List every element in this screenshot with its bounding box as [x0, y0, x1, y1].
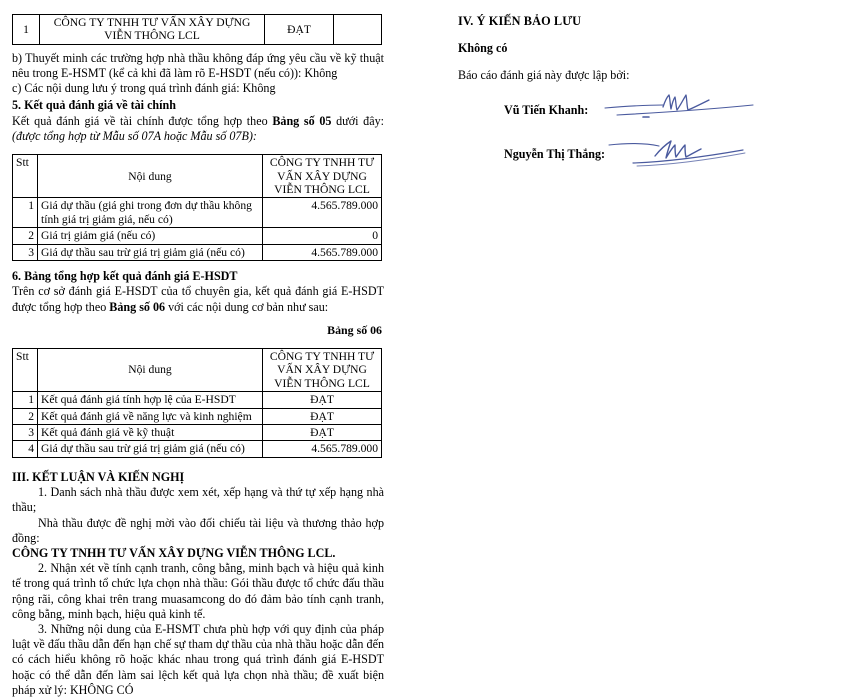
table-body — [13, 198, 382, 261]
table-row — [13, 15, 382, 45]
header-bidder: CÔNG TY TNHH TƯ VẤN XÂY DỰNG VIỄN THÔNG LCL — [263, 348, 382, 391]
item-b-paragraph: b) Thuyết minh các trường hợp nhà thầu không đáp ứng yêu cầu về kỹ thuật nêu trong E-HSMT (kể cả khi đã làm rõ E-HSDT (nếu có)): Không — [12, 50, 384, 81]
table-row — [13, 228, 382, 244]
section-5-intro — [12, 114, 384, 144]
header-content: Nội dung — [38, 155, 263, 198]
row-content: Giá dự thầu sau trừ giá trị giảm giá (nếu có) — [38, 244, 263, 260]
section-6-heading: 6. Bảng tổng hợp kết quả đánh giá E-HSDT — [12, 269, 238, 284]
section-5-intro-part2: dưới đây: — [331, 113, 384, 128]
table-row — [13, 424, 382, 440]
table-row — [13, 244, 382, 260]
row-value: 4.565.789.000 — [263, 441, 382, 457]
row-index: 3 — [13, 424, 38, 440]
row-index: 2 — [13, 408, 38, 424]
section-3-paragraph-1: 1. Danh sách nhà thầu được xem xét, xếp hạng và thứ tự xếp hạng nhà thầu; — [12, 485, 384, 515]
left-column — [12, 14, 384, 698]
table-body — [13, 392, 382, 458]
section-3-paragraph-4: 3. Những nội dung của E-HSMT chưa phù hợp với quy định của pháp luật về đấu thầu dẫn đến hạn chế sự tham dự thầu của nhà thầu hoặc dẫn đến có cách hiểu không rõ hoặc khác nhau trong quá trình đánh giá E-HSDT hoặc có thể dẫn đến làm sai lệch kết quả lựa chọn nhà thầu; đề xuất biện pháp xử lý: KHÔNG CÓ — [12, 621, 384, 697]
row-content: Kết quả đánh giá về kỹ thuật — [38, 424, 263, 440]
signatory-name: Vũ Tiến Khanh: — [504, 103, 589, 117]
section-6-intro-part2: với các nội dung cơ bản như sau: — [165, 299, 329, 314]
table-row — [13, 441, 382, 457]
section-5-heading: 5. Kết quả đánh giá về tài chính — [12, 98, 176, 113]
row-value: 0 — [263, 228, 382, 244]
row-content: Kết quả đánh giá tính hợp lệ của E-HSDT — [38, 392, 263, 408]
financial-summary-table — [12, 154, 382, 261]
row-content: Giá trị giảm giá (nếu có) — [38, 228, 263, 244]
section-4-heading: IV. Ý KIẾN BẢO LƯU — [458, 14, 582, 28]
table-header-row — [13, 155, 382, 198]
section-6-intro — [12, 284, 384, 314]
note-cell — [334, 15, 382, 45]
section-4-value: Không có — [458, 41, 508, 55]
row-index: 1 — [13, 392, 38, 408]
header-stt: Stt — [13, 155, 38, 198]
table-body — [13, 15, 382, 45]
section-5-intro-part1: Kết quả đánh giá về tài chính được tổng hợp theo — [12, 113, 273, 128]
table-06-caption: Bảng số 06 — [327, 322, 382, 337]
row-content: Giá dự thầu sau trừ giá trị giảm giá (nếu có) — [38, 441, 263, 457]
section-3-paragraph-2: Nhà thầu được đề nghị mời vào đối chiếu tài liệu và thương thảo hợp đồng: — [12, 515, 384, 545]
table-row — [13, 392, 382, 408]
header-content: Nội dung — [38, 348, 263, 391]
bidder-name: CÔNG TY TNHH TƯ VẤN XÂY DỰNG VIỄN THÔNG LCL — [40, 15, 265, 45]
signatory-name: Nguyễn Thị Thắng: — [504, 147, 606, 161]
row-value: ĐẠT — [263, 408, 382, 424]
prepared-by-label: Báo cáo đánh giá này được lập bởi: — [458, 68, 630, 82]
table-row — [13, 198, 382, 228]
row-index: 3 — [13, 244, 38, 260]
row-content: Kết quả đánh giá về năng lực và kinh nghiệm — [38, 408, 263, 424]
header-bidder: CÔNG TY TNHH TƯ VẤN XÂY DỰNG VIỄN THÔNG LCL — [263, 155, 382, 198]
right-column — [458, 14, 832, 179]
technical-result-table — [12, 14, 382, 45]
signature-row — [458, 91, 832, 135]
signature-ink-icon — [603, 91, 783, 133]
table-06-ref: Bảng số 06 — [109, 299, 166, 314]
row-value: 4.565.789.000 — [263, 198, 382, 228]
row-index: 1 — [13, 15, 40, 45]
row-value: ĐẠT — [263, 424, 382, 440]
row-value: ĐẠT — [263, 392, 382, 408]
section-6-intro-part1: Trên cơ sở đánh giá E-HSDT của tổ chuyên gia, kết quả đánh giá E-HSDT được tổng hợp theo — [12, 284, 384, 314]
table-05-ref: Bảng số 05 — [272, 113, 332, 128]
row-index: 2 — [13, 228, 38, 244]
signature-ink-icon — [603, 135, 783, 177]
section-3-paragraph-3: 2. Nhận xét về tính cạnh tranh, công bằng, minh bạch và hiệu quả kinh tế trong quá trình tổ chức lựa chọn nhà thầu: Gói thầu được tổ chức đấu thầu rộng rãi, công khai trên trang muasamcong do đó đảm bảo tính cạnh tranh, công bằng, minh bạch, hiệu quả kinh tế. — [12, 561, 384, 621]
row-index: 4 — [13, 441, 38, 457]
header-stt: Stt — [13, 348, 38, 391]
ehsdt-summary-table — [12, 348, 382, 458]
selected-bidder-name: CÔNG TY TNHH TƯ VẤN XÂY DỰNG VIỄN THÔNG LCL. — [12, 545, 336, 560]
row-value: 4.565.789.000 — [263, 244, 382, 260]
row-index: 1 — [13, 198, 38, 228]
item-c-paragraph: c) Các nội dung lưu ý trong quá trình đánh giá: Không — [12, 81, 276, 96]
evaluation-result: ĐẠT — [265, 15, 334, 45]
row-content: Giá dự thầu (giá ghi trong đơn dự thầu không tính giá trị giảm giá, nếu có) — [38, 198, 263, 228]
table-row — [13, 408, 382, 424]
table-header-row — [13, 348, 382, 391]
section-3-heading: III. KẾT LUẬN VÀ KIẾN NGHỊ — [12, 469, 185, 484]
table-head — [13, 155, 382, 198]
section-5-intro-italic: (được tổng hợp từ Mẫu số 07A hoặc Mẫu số 07B): — [12, 129, 257, 144]
signature-row — [458, 135, 832, 179]
table-head — [13, 348, 382, 391]
